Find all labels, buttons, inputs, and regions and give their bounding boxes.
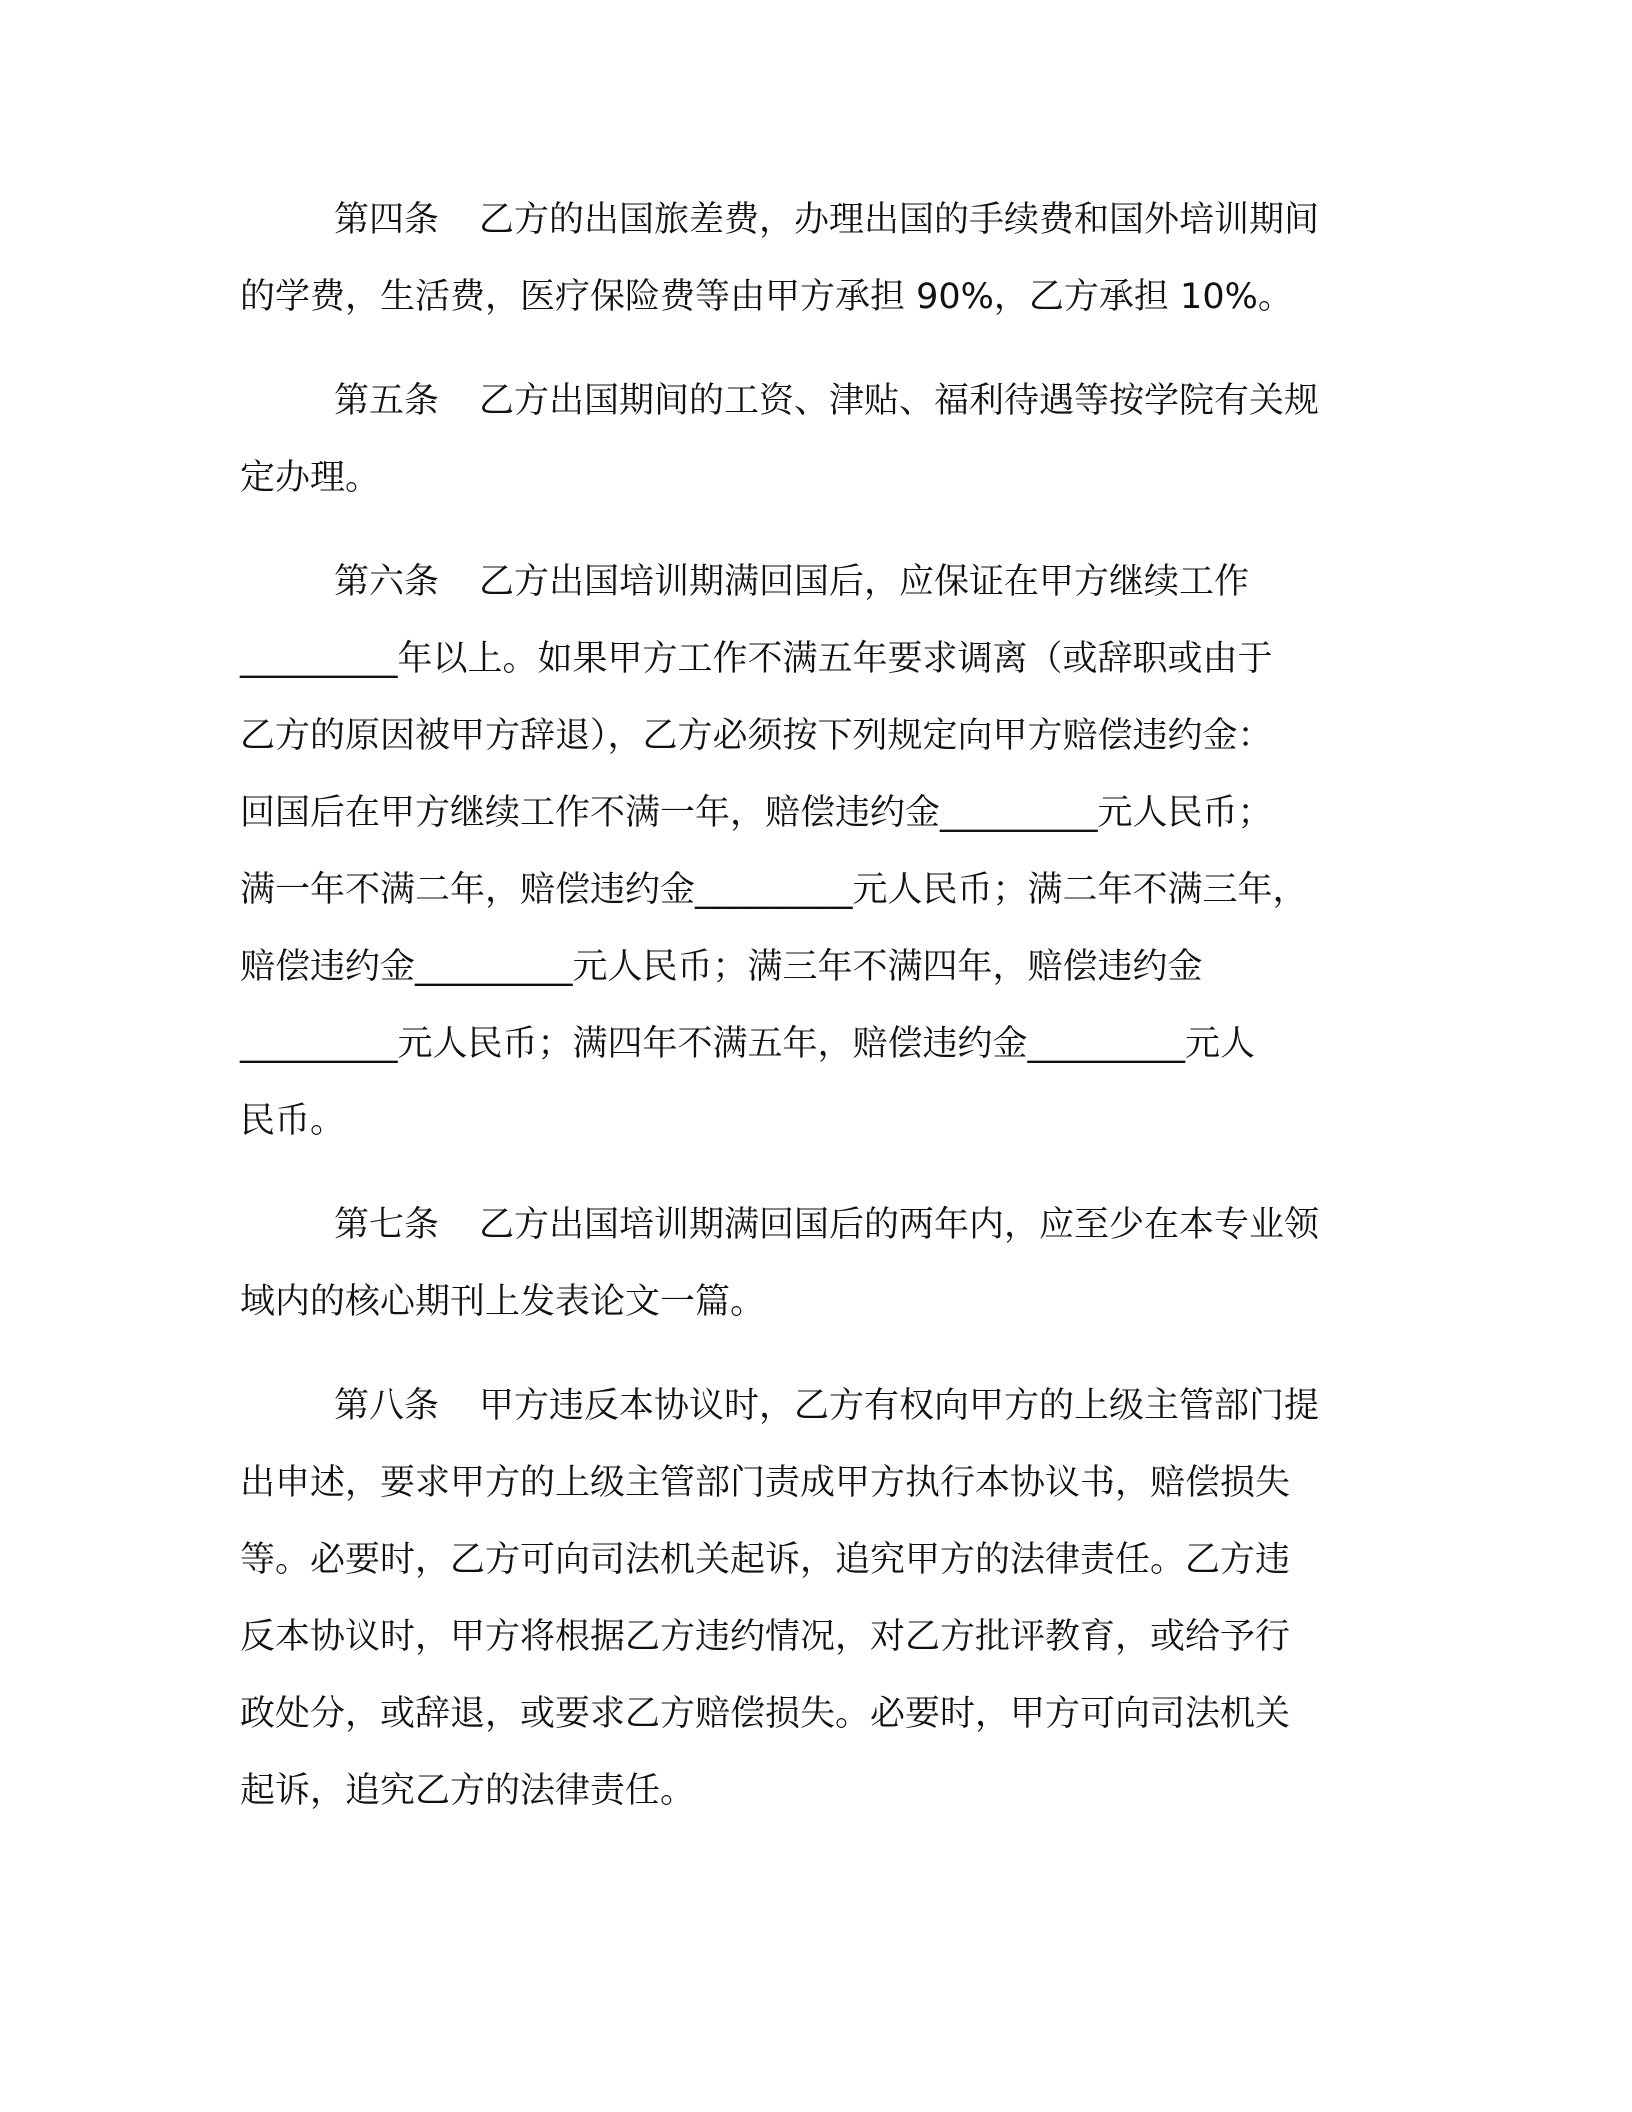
article-line: 乙方的原因被甲方辞退），乙方必须按下列规定向甲方赔偿违约金： [240,716,1273,756]
article-line [240,544,1380,621]
article-line: 民币。 [240,1101,346,1141]
article-7 [240,1187,1380,1341]
article-line: 回国后在甲方继续工作不满一年，赔偿违约金_________元人民币； [240,793,1273,833]
article-line: 政处分，或辞退，或要求乙方赔偿损失。必要时，甲方可向司法机关 [240,1694,1291,1734]
article-label: 第七条 [334,1205,440,1245]
article-line: 反本协议时，甲方将根据乙方违约情况，对乙方批评教育，或给予行 [240,1617,1291,1657]
article-line: _________元人民币；满四年不满五年，赔偿违约金_________元人 [240,1024,1256,1064]
document-body [240,182,1380,1857]
article-line: 等。必要时，乙方可向司法机关起诉，追究甲方的法律责任。乙方违 [240,1540,1291,1580]
article-5 [240,363,1380,517]
article-6 [240,544,1380,1160]
article-label: 第八条 [334,1386,440,1426]
article-text: 乙方的出国旅差费，办理出国的手续费和国外培训期间 [479,200,1320,240]
article-text: 乙方出国培训期满回国后的两年内，应至少在本专业领 [479,1205,1320,1245]
article-line [240,363,1380,440]
article-text: 乙方出国期间的工资、津贴、福利待遇等按学院有关规 [479,381,1320,421]
article-line: 满一年不满二年，赔偿违约金_________元人民币；满二年不满三年， [240,870,1308,910]
article-label: 第五条 [334,381,440,421]
article-4 [240,182,1380,336]
article-line: 的学费，生活费，医疗保险费等由甲方承担 90%，乙方承担 10%。 [240,277,1293,317]
article-line: 出申述，要求甲方的上级主管部门责成甲方执行本协议书，赔偿损失 [240,1463,1291,1503]
article-line [240,182,1380,259]
article-line: 域内的核心期刊上发表论文一篇。 [240,1282,766,1322]
article-label: 第四条 [334,200,440,240]
article-line [240,1187,1380,1264]
article-text: 甲方违反本协议时，乙方有权向甲方的上级主管部门提 [479,1386,1320,1426]
article-label: 第六条 [334,562,440,602]
article-text: 乙方出国培训期满回国后，应保证在甲方继续工作 [479,562,1250,602]
article-line: 定办理。 [240,458,381,498]
article-line: _________年以上。如果甲方工作不满五年要求调离（或辞职或由于 [240,639,1273,679]
article-line [240,1368,1380,1445]
article-8 [240,1368,1380,1830]
article-line: 起诉，追究乙方的法律责任。 [240,1771,696,1811]
article-line: 赔偿违约金_________元人民币；满三年不满四年，赔偿违约金 [240,947,1203,987]
